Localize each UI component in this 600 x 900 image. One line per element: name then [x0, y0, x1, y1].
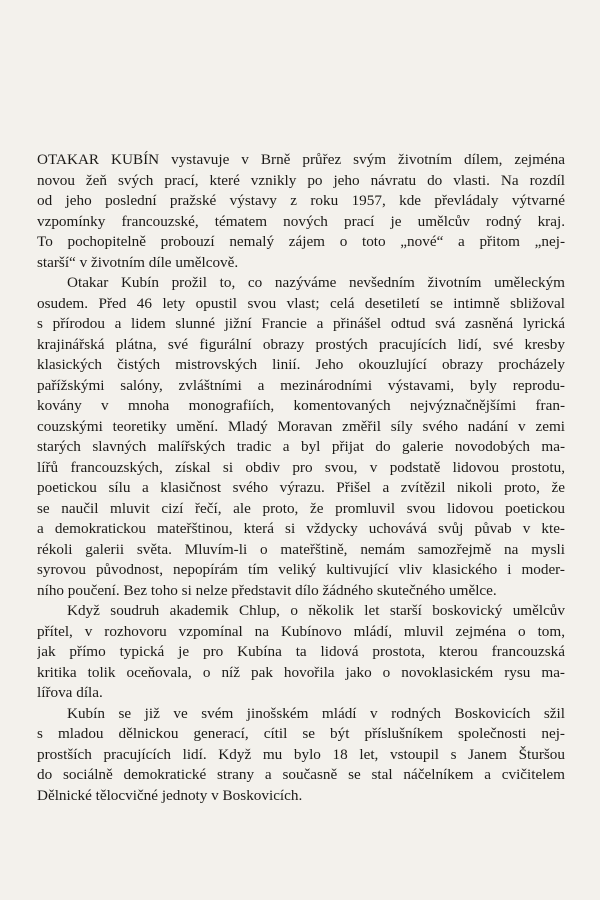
text-line: rékoli galerii světa. Mluvím-li o mateřštině, nemám samozřejmě na mysli — [37, 540, 565, 558]
text-line: Kubín se již ve svém jinošském mládí v rodných Boskovicích sžil — [67, 704, 565, 722]
text-line: a demokratickou mateřštinou, která si vždycky uchovává svůj půvab v kte- — [37, 520, 565, 537]
text-line: s přírodou a lidem slunné jižní Francie a přinášel odtud svá zasněná lyrická — [37, 315, 565, 332]
text-line: kovány v mnoha monografiích, komentovaných nejvýznačnějšími fran- — [37, 397, 565, 414]
text-line: vzpomínky francouzské, tématem nových prací je umělcův rodný kraj. — [37, 212, 565, 230]
text-line: do sociálně demokratické strany a současně se stal náčelníkem a cvičitelem — [37, 766, 565, 783]
text-line: Když soudruh akademik Chlup, o několik let starší boskovický umělcův — [67, 602, 565, 619]
text-line: pařížskými salóny, zvláštními a mezinárodními výstavami, byly reprodu- — [37, 376, 565, 394]
text-line: Otakar Kubín prožil to, co nazýváme nevšedním životním uměleckým — [67, 274, 565, 291]
body-text — [37, 150, 565, 806]
text-line: novou žeň svých prací, které vznikly po jeho návratu do vlasti. Na rozdíl — [37, 171, 565, 189]
text-line: se naučil mluvit cizí řečí, ale proto, že promluvil svou lidovou poetickou — [37, 499, 565, 517]
text-line: ního poučení. Bez toho si nelze představit dílo žádného skutečného umělce. — [37, 581, 497, 599]
text-line: klasických čistých mistrovských linií. Jeho okouzlující obrazy procházely — [37, 356, 565, 373]
text-line: poetickou sílu a klasičnost svého výrazu. Přišel a zvítězil nikoli proto, že — [37, 479, 565, 496]
paragraph-1 — [37, 150, 565, 273]
text-line: s mladou dělnickou generací, cítil se být příslušníkem společnosti nej- — [37, 725, 565, 742]
text-line: couzskými teoretiky umění. Mladý Moravan změřil síly svého nadání v zemi — [37, 417, 565, 435]
text-line: syrovou původnost, nepopírám tím veliký kultivující vliv klasického i moder- — [37, 561, 565, 578]
paragraph-4 — [37, 704, 565, 807]
text-line: prostších pracujících lidí. Když mu bylo 18 let, vstoupil s Janem Šturšou — [37, 745, 565, 763]
text-line: od jeho poslední pražské výstavy z roku 1957, kde převládaly výtvarné — [37, 192, 565, 209]
text-line: lířova díla. — [37, 684, 103, 701]
paragraph-2 — [37, 273, 565, 601]
text-line: kritika tolik oceňovala, o níž pak hovořila jako o novoklasickém rysu ma- — [37, 663, 565, 681]
text-line: OTAKAR KUBÍN vystavuje v Brně průřez svým životním dílem, zejména — [37, 151, 565, 168]
text-line: krajinářská plátna, své figurální obrazy prostých pracujících lidí, své kresby — [37, 335, 565, 353]
text-line: starší“ v životním díle umělcově. — [37, 253, 239, 271]
text-line: starých slavných malířských tradic a byl přijat do galerie novodobých ma- — [37, 438, 565, 455]
text-line: osudem. Před 46 lety opustil svou vlast; celá desetiletí se intimně sbližoval — [37, 294, 565, 312]
text-line: lířů francouzských, získal si obdiv pro svou, v podstatě lidovou prostotu, — [37, 458, 565, 476]
text-line: přítel, v rozhovoru vzpomínal na Kubínovo mládí, mluvil zejména o tom, — [37, 622, 565, 640]
text-line: Dělnické tělocvičné jednoty v Boskovicích. — [37, 786, 303, 804]
text-line: jak přímo typická je pro Kubína ta lidová prostota, kterou francouzská — [37, 643, 565, 660]
text-line: To pochopitelně probouzí nemalý zájem o toto „nové“ a přitom „nej- — [37, 233, 565, 250]
paragraph-3 — [37, 601, 565, 704]
